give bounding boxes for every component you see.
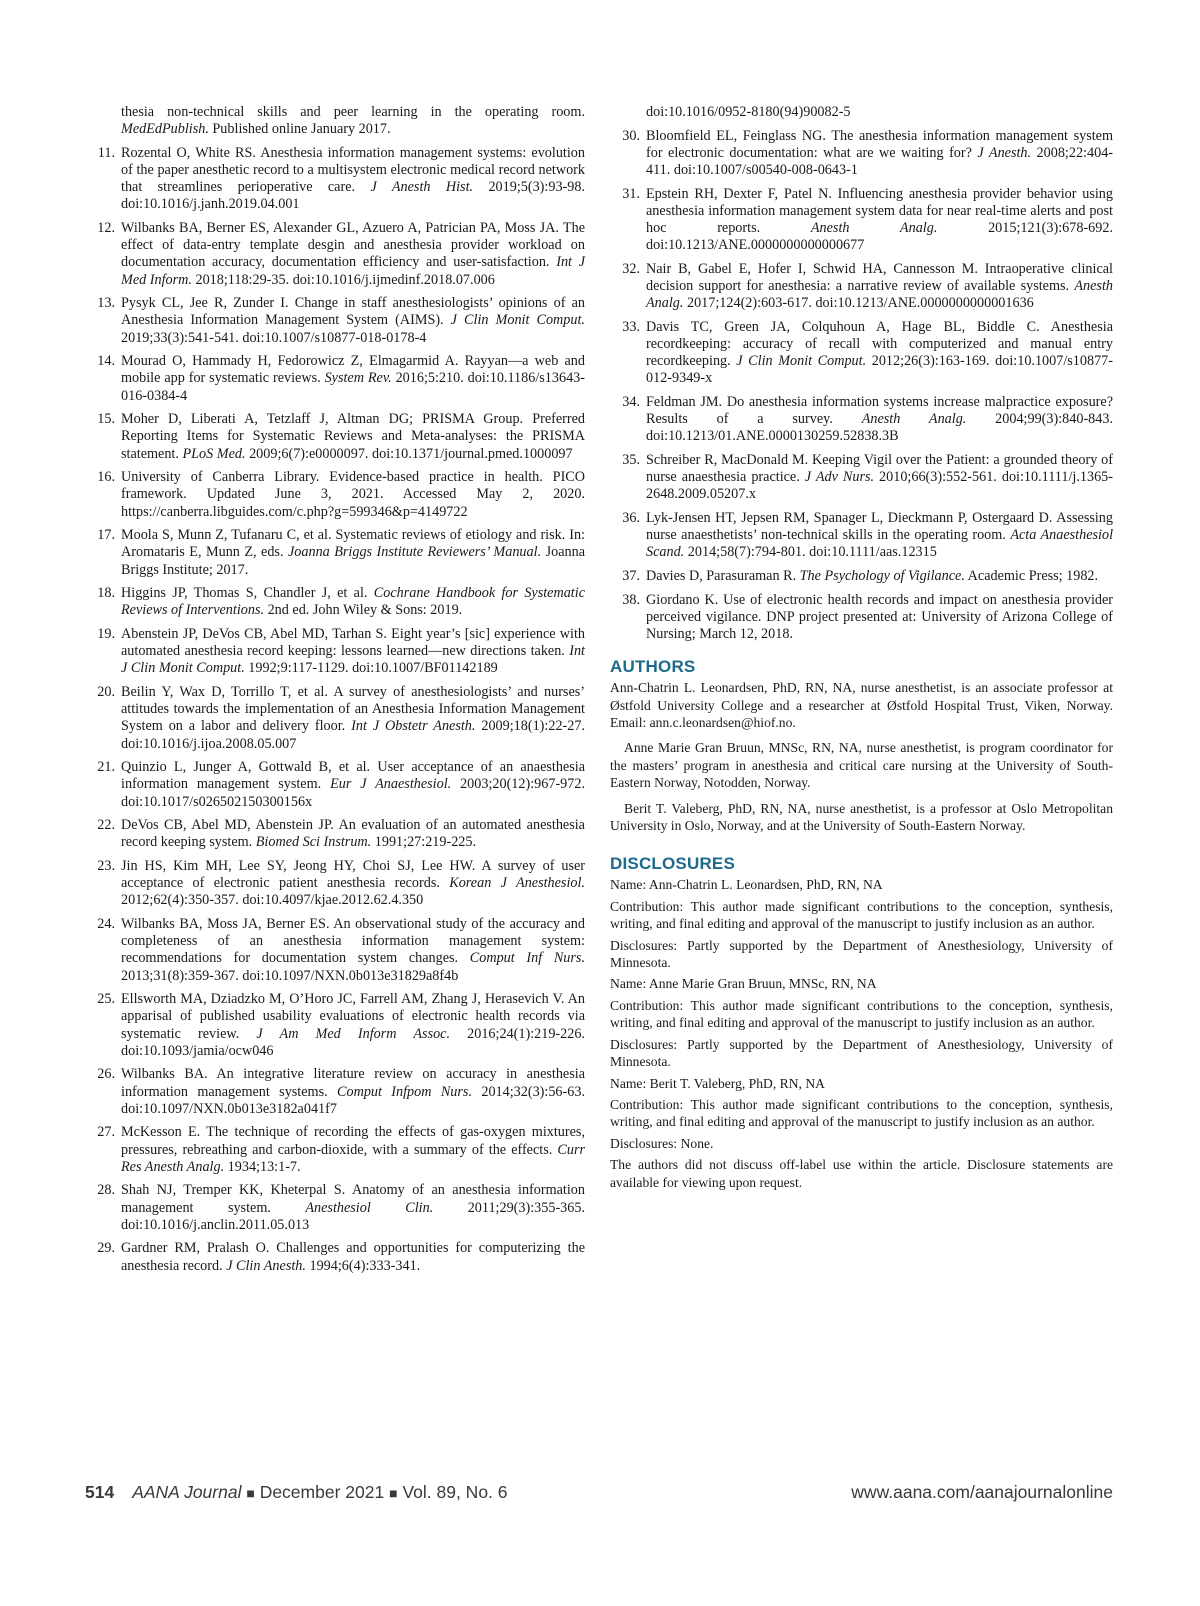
reference-number: 17. <box>97 527 115 544</box>
reference-number: 11. <box>97 144 115 161</box>
reference-text: McKesson E. The technique of recording the effects of gas-oxygen mixtures, pressures, rebreathing and carbon-dioxide, with a summary of the effects. <box>121 1124 585 1158</box>
reference-number: 22. <box>97 817 115 834</box>
reference-item <box>85 353 585 405</box>
reference-text: 2013;31(8):359-367. doi:10.1097/NXN.0b013e31829a8f4b <box>121 967 459 984</box>
disclosure-line: Disclosures: None. <box>610 1135 714 1151</box>
reference-number: 20. <box>97 684 115 700</box>
reference-item <box>85 991 585 1060</box>
page-footer <box>85 1482 1113 1508</box>
reference-number: 37. <box>622 568 640 584</box>
reference-number: 25. <box>97 991 115 1008</box>
reference-number: 18. <box>97 585 115 602</box>
page-number: 514 <box>85 1482 115 1502</box>
journal-url[interactable]: www.aana.com/aanajournalonline <box>851 1482 1113 1502</box>
reference-text: 2010;66(3):552-561. doi:10.1111/j.1365-2648.2009.05207.x <box>646 469 1113 503</box>
reference-text: Quinzio L, Junger A, Gottwald B, et al. User acceptance of an anaesthesia information management system. <box>121 759 585 793</box>
reference-item <box>85 527 585 579</box>
reference-text: 1992;9:117-1129. doi:10.1007/BF01142189 <box>244 660 498 677</box>
reference-text: Davies D, Parasuraman R. <box>646 568 800 584</box>
reference-source: System Rev. <box>324 370 392 387</box>
reference-text: 2009;6(7):e0000097. doi:10.1371/journal.pmed.1000097 <box>245 445 573 462</box>
reference-text: Ellsworth MA, Dziadzko M, O’Horo JC, Farrell AM, Zhang J, Herasevich V. An apparisal of published usability evaluations of electronic health records via systematic review. <box>121 991 585 1042</box>
reference-text: Abenstein JP, DeVos CB, Abel MD, Tarhan S. Eight year’s [sic] experience with automated anesthesia record keeping: lessons learned—new directions taken. <box>121 626 585 660</box>
reference-number: 33. <box>622 318 640 335</box>
reference-text: Beilin Y, Wax D, Torrillo T, et al. A survey of anesthesiologists’ and nurses’ attitudes towards the implementation of an Anesthesia Information Management System on a labor and delivery floor. <box>121 684 585 735</box>
reference-text: 2008;22:404-411. doi:10.1007/s00540-008-0643-1 <box>646 144 1114 178</box>
reference-text: Gardner RM, Pralash O. Challenges and opportunities for computerizing the anesthesia record. <box>121 1240 585 1274</box>
reference-text: Wilbanks BA, Berner ES, Alexander GL, Azuero A, Patrician PA, Moss JA. The effect of data-entry template desgin and anesthesia provider workload on documentation accuracy, documentation efficiency and user-satisfaction. <box>121 220 585 271</box>
reference-item <box>85 684 585 753</box>
reference-text: Wilbanks BA, Moss JA, Berner ES. An observational study of the accuracy and completeness of an anesthesia information management system: recommendations for documentation system changes. <box>121 916 585 967</box>
reference-text: Rozental O, White RS. Anesthesia information management systems: evolution of the paper anesthetic record to a multisystem electronic medical record network that streamlines perioperative care. <box>121 144 585 196</box>
reference-text: Higgins JP, Thomas S, Chandler J, et al. <box>121 585 374 602</box>
reference-item <box>85 759 585 811</box>
reference-item <box>610 592 1113 644</box>
reference-source: J Anesth. <box>977 144 1032 161</box>
reference-source: Anesth Analg. <box>646 278 1113 312</box>
reference-text: 2019;33(3):541-541. doi:10.1007/s10877-018-0178-4 <box>121 329 427 346</box>
reference-text: Shah NJ, Tremper KK, Kheterpal S. Anatomy of an anesthesia information management system. <box>121 1182 585 1216</box>
disclosure-line: Disclosures: Partly supported by the Department of Anesthesiology, University of Minnesota. <box>610 1036 1113 1070</box>
reference-item <box>610 128 1113 180</box>
reference-item <box>85 1066 585 1118</box>
reference-number: 21. <box>97 759 115 776</box>
reference-source: Int J Obstetr Anesth. <box>351 718 476 735</box>
reference-source: J Clin Monit Comput. <box>450 312 585 329</box>
reference-text: thesia non-technical skills and peer learning in the operating room. <box>121 104 585 120</box>
footer-left <box>85 1482 508 1503</box>
reference-text: Feldman JM. Do anesthesia information systems increase malpractice exposure? Results of a survey. <box>646 394 1113 428</box>
reference-item <box>85 626 585 678</box>
separator-icon: ■ <box>389 1485 398 1501</box>
reference-item <box>85 858 585 910</box>
reference-number: 27. <box>97 1124 115 1141</box>
reference-item <box>610 261 1113 313</box>
reference-source: Joanna Briggs Institute Reviewers’ Manual. <box>287 544 542 561</box>
reference-number: 26. <box>97 1066 115 1083</box>
reference-text: 1991;27:219-225. <box>371 834 477 851</box>
reference-text: Davis TC, Green JA, Colquhoun A, Hage BL, Biddle C. Anesthesia recordkeeping: accuracy of recall with computerized and manual entry recordkeeping. <box>646 318 1113 370</box>
reference-item <box>610 568 1113 585</box>
reference-text: 2012;26(3):163-169. doi:10.1007/s10877-012-9349-x <box>646 353 1113 387</box>
reference-source: Eur J Anaesthesiol. <box>330 776 452 793</box>
reference-list-left <box>85 104 585 1275</box>
reference-number: 38. <box>622 591 640 608</box>
reference-text: 2019;5(3):93-98. doi:10.1016/j.janh.2019.04.001 <box>121 179 585 213</box>
reference-number: 36. <box>622 510 640 526</box>
reference-source: PLoS Med. <box>182 445 246 462</box>
reference-text: Moola S, Munn Z, Tufanaru C, et al. Systematic reviews of etiology and risk. In: Aromataris E, Munn Z, eds. <box>121 527 585 561</box>
reference-text: Epstein RH, Dexter F, Patel N. Influencing anesthesia provider behavior using anesthesia information management system data for near real-time alerts and post hoc reports. <box>646 185 1113 236</box>
reference-item <box>85 1240 585 1274</box>
reference-text: 2015;121(3):678-692. doi:10.1213/ANE.0000000000000677 <box>646 220 1114 254</box>
reference-text: 2014;32(3):56-63. doi:10.1097/NXN.0b013e3182a041f7 <box>121 1083 585 1117</box>
reference-number: 15. <box>97 411 115 428</box>
reference-item <box>85 295 585 347</box>
reference-text: 2017;124(2):603-617. doi:10.1213/ANE.0000000000001636 <box>683 295 1034 312</box>
reference-text: Mourad O, Hammady H, Fedorowicz Z, Elmagarmid A. Rayyan—a web and mobile app for systematic reviews. <box>121 353 585 387</box>
reference-source: J Clin Monit Comput. <box>736 353 867 370</box>
reference-text: Moher D, Liberati A, Tetzlaff J, Altman DG; PRISMA Group. Preferred Reporting Items for Systematic Reviews and Meta-analyses: the PRISMA statement. <box>121 411 585 462</box>
reference-text: Bloomfield EL, Feinglass NG. The anesthesia information management system for electronic documentation: what are we waiting for? <box>646 127 1113 161</box>
reference-number: 23. <box>97 858 115 874</box>
reference-text: Lyk-Jensen HT, Jepsen RM, Spanager L, Dieckmann P, Ostergaard D. Assessing nurse anaesthetists’ non-technical skills in the operating room. <box>646 510 1113 544</box>
reference-source: Biomed Sci Instrum. <box>255 834 372 851</box>
reference-source: J Am Med Inform Assoc. <box>256 1025 451 1042</box>
reference-item <box>85 469 585 521</box>
reference-source: Anesth Analg. <box>861 411 967 428</box>
reference-source: Anesthesiol Clin. <box>305 1199 434 1216</box>
reference-item <box>610 394 1113 446</box>
reference-text: 2012;62(4):350-357. doi:10.4097/kjae.2012.62.4.350 <box>121 892 424 909</box>
disclosure-line: Contribution: This author made significant contributions to the conception, synthesis, writing, and final editing and approval of the manuscript to justify inclusion as an author. <box>610 1096 1113 1130</box>
reference-text: Schreiber R, MacDonald M. Keeping Vigil over the Patient: a grounded theory of nurse anaesthesia practice. <box>646 452 1113 486</box>
reference-source: J Clin Anesth. <box>226 1257 306 1274</box>
reference-text: Nair B, Gabel E, Hofer I, Schwid HA, Cannesson M. Intraoperative clinical decision support for anesthesia: a narrative review of available systems. <box>646 260 1113 294</box>
reference-number: 13. <box>97 295 115 312</box>
reference-source: Korean J Anesthesiol. <box>449 875 585 892</box>
reference-source: Anesth Analg. <box>810 220 938 236</box>
reference-text: 2016;5:210. doi:10.1186/s13643-016-0384-4 <box>121 370 585 404</box>
reference-number: 28. <box>97 1182 115 1199</box>
reference-source: Comput Inf Nurs. <box>469 950 585 967</box>
reference-item <box>85 585 585 619</box>
reference-source: Acta Anaesthesiol Scand. <box>646 527 1114 561</box>
authors-section <box>610 657 1113 834</box>
reference-text: Joanna Briggs Institute; 2017. <box>121 544 585 578</box>
reference-number: 32. <box>622 260 640 277</box>
reference-item <box>85 411 585 463</box>
reference-source: MedEdPublish. <box>121 121 209 138</box>
reference-text: 2004;99(3):840-843. doi:10.1213/01.ANE.0000130259.52838.3B <box>646 411 1114 445</box>
reference-number: 24. <box>97 916 115 932</box>
authors-heading: AUTHORS <box>610 657 696 677</box>
reference-source: J Anesth Hist. <box>370 179 474 196</box>
reference-item <box>610 319 1113 388</box>
reference-text: Jin HS, Kim MH, Lee SY, Jeong HY, Choi SJ, Lee HW. A survey of user acceptance of electronic patient anesthesia records. <box>121 858 585 892</box>
disclosure-line: The authors did not discuss off-label use within the article. Disclosure statements are available for viewing upon request. <box>610 1157 1113 1190</box>
reference-item <box>85 817 585 851</box>
reference-number: 34. <box>622 394 640 410</box>
disclosure-line: Contribution: This author made significant contributions to the conception, synthesis, writing, and final editing and approval of the manuscript to justify inclusion as an author. <box>610 898 1113 932</box>
reference-continuation <box>85 104 585 138</box>
reference-text: 1934;13:1-7. <box>224 1158 301 1175</box>
reference-list-right <box>610 104 1113 643</box>
right-column <box>610 104 1113 1195</box>
disclosure-line: Name: Berit T. Valeberg, PhD, RN, NA <box>610 1075 825 1091</box>
author-bio-3: Berit T. Valeberg, PhD, RN, NA, nurse anesthetist, is a professor at Oslo Metropolitan University in Oslo, Norway, and at the University of South-Eastern Norway. <box>610 800 1113 834</box>
reference-text: 2011;29(3):355-365. doi:10.1016/j.anclin.2011.05.013 <box>121 1199 585 1233</box>
reference-text: Published online January 2017. <box>208 121 391 138</box>
reference-item <box>85 1124 585 1176</box>
reference-source: Comput Infpom Nurs. <box>337 1083 472 1100</box>
reference-source: The Psychology of Vigilance. <box>799 568 965 584</box>
reference-item <box>85 916 585 985</box>
disclosure-line: Disclosures: Partly supported by the Department of Anesthesiology, University of Minnesota. <box>610 937 1113 971</box>
disclosures-heading: DISCLOSURES <box>610 854 735 874</box>
reference-item <box>610 186 1113 255</box>
reference-number: 29. <box>97 1240 115 1257</box>
reference-source: Int J Med Inform. <box>121 254 586 288</box>
reference-continuation <box>610 104 1113 121</box>
reference-text: 2014;58(7):794-801. doi:10.1111/aas.12315 <box>684 544 937 561</box>
reference-item <box>610 510 1113 562</box>
reference-number: 19. <box>97 626 115 642</box>
separator-icon: ■ <box>246 1485 255 1501</box>
reference-number: 14. <box>97 353 115 370</box>
reference-item <box>85 145 585 214</box>
reference-number: 30. <box>622 127 640 144</box>
reference-item <box>85 220 585 289</box>
reference-text: 2nd ed. John Wiley & Sons: 2019. <box>264 602 463 619</box>
reference-number: 12. <box>97 220 115 236</box>
reference-text: DeVos CB, Abel MD, Abenstein JP. An evaluation of an automated anesthesia record keeping system. <box>121 817 585 851</box>
reference-source: Curr Res Anesth Analg. <box>121 1141 585 1175</box>
reference-item <box>85 1182 585 1234</box>
disclosure-line: Name: Ann-Chatrin L. Leonardsen, PhD, RN, NA <box>610 877 883 893</box>
issue-date: December 2021 <box>259 1482 385 1502</box>
reference-text: 2003;20(12):967-972. doi:10.1017/s026502150300156x <box>121 776 585 810</box>
author-bio-2: Anne Marie Gran Bruun, MNSc, RN, NA, nurse anesthetist, is program coordinator for the masters’ program in anesthesia and critical care nursing at the University of South-Eastern Norway, Notodden, Norway. <box>610 740 1113 791</box>
reference-text: Pysyk CL, Jee R, Zunder I. Change in staff anesthesiologists’ opinions of an Anesthesia Information Management System (AIMS). <box>121 295 585 329</box>
disclosures-section <box>610 854 1113 1191</box>
reference-text: 2018;118:29-35. doi:10.1016/j.ijmedinf.2018.07.006 <box>191 271 495 288</box>
volume-issue: Vol. 89, No. 6 <box>402 1482 508 1502</box>
reference-text: 2016;24(1):219-226. doi:10.1093/jamia/ocw046 <box>121 1025 585 1059</box>
reference-source: J Adv Nurs. <box>804 469 875 486</box>
author-bio-1: Ann-Chatrin L. Leonardsen, PhD, RN, NA, nurse anesthetist, is an associate professor at Østfold University College and a researcher at Østfold Hospital Trust, Viken, Norway. Email: ann.c.leonardsen@hiof.no. <box>610 680 1113 731</box>
reference-text: doi:10.1016/0952-8180(94)90082-5 <box>646 104 851 120</box>
reference-source: Int J Clin Monit Comput. <box>121 643 585 677</box>
reference-text: 1994;6(4):333-341. <box>305 1257 421 1274</box>
reference-text: University of Canberra Library. Evidence-based practice in health. PICO framework. Updated June 3, 2021. Accessed May 2, 2020. https://canberra.libguides.com/c.php?g=599346&p=4149722 <box>121 469 585 520</box>
reference-source: Cochrane Handbook for Systematic Reviews of Interventions. <box>121 585 585 619</box>
reference-text: 2009;18(1):22-27. doi:10.1016/j.ijoa.2008.05.007 <box>121 718 585 752</box>
left-column <box>85 104 585 1281</box>
reference-text: Academic Press; 1982. <box>964 568 1099 584</box>
reference-number: 31. <box>622 185 640 202</box>
reference-number: 16. <box>97 469 115 486</box>
reference-item <box>610 452 1113 504</box>
disclosure-line: Contribution: This author made significant contributions to the conception, synthesis, writing, and final editing and approval of the manuscript to justify inclusion as an author. <box>610 997 1113 1031</box>
journal-name: AANA Journal <box>132 1482 242 1502</box>
reference-text: Giordano K. Use of electronic health records and impact on anesthesia provider perceived vigilance. DNP project presented at: University of Arizona College of Nursing; March 12, 2018. <box>646 591 1113 642</box>
disclosure-line: Name: Anne Marie Gran Bruun, MNSc, RN, NA <box>610 976 877 992</box>
reference-number: 35. <box>622 452 640 468</box>
reference-text: Wilbanks BA. An integrative literature review on accuracy in anesthesia information management systems. <box>121 1066 585 1100</box>
